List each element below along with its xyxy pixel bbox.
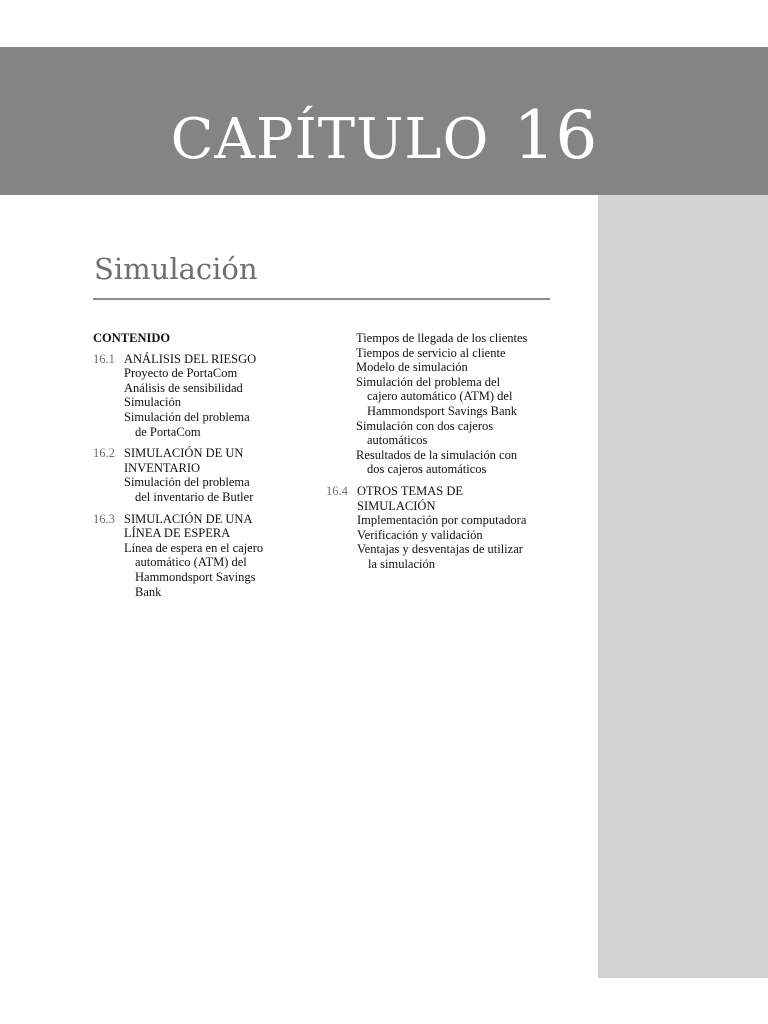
contents-item-continuation: Bank [135, 584, 162, 599]
contents-item [124, 541, 323, 599]
contents-item [357, 513, 586, 528]
section-title: SIMULACIÓN [357, 498, 436, 513]
contents-item-text: Línea de espera en el cajero [124, 540, 264, 555]
contents-item-text: Proyecto de PortaCom [124, 366, 238, 381]
contents-item [124, 366, 323, 381]
contents-item [356, 360, 586, 375]
contents-item-text: Simulación del problema [124, 475, 250, 490]
contents-item [356, 346, 586, 361]
section-title: LÍNEA DE ESPERA [124, 526, 231, 541]
contents-item-continuation: la simulación [368, 556, 435, 571]
contents-item-text: Simulación [124, 395, 181, 410]
contents-item-text: Resultados de la simulación con [356, 447, 518, 462]
contents-item [356, 419, 586, 448]
contents-item-text: Simulación del problema del [356, 374, 501, 389]
contents-item-continuation: Hammondsport Savings [135, 569, 256, 584]
section-title: SIMULACIÓN DE UNA [124, 511, 253, 526]
contents-item-continuation: dos cajeros automáticos [367, 462, 487, 477]
contents-item [124, 395, 323, 410]
contents-left-column [93, 331, 323, 606]
continued-items-list [326, 331, 586, 477]
section-title: SIMULACIÓN DE UN [124, 446, 244, 461]
contents-item-continuation: automáticos [367, 433, 428, 448]
section-number: 16.4 [326, 483, 348, 498]
contents-item-continuation: cajero automático (ATM) del [367, 389, 513, 404]
contents-item [356, 448, 586, 477]
contents-item-text: Análisis de sensibilidad [124, 380, 243, 395]
contents-item-text: Implementación por computadora [357, 513, 527, 528]
contents-item-text: Tiempos de llegada de los clientes [356, 331, 528, 345]
chapter-heading [0, 97, 768, 174]
side-panel [598, 195, 768, 978]
contents-section [93, 446, 323, 504]
section-title: INVENTARIO [124, 460, 201, 475]
section-title: OTROS TEMAS DE [357, 483, 464, 498]
section-number: 16.2 [93, 446, 115, 461]
contents-item [124, 410, 323, 439]
section-title: ANÁLISIS DEL RIESGO [124, 351, 257, 366]
contents-label: CONTENIDO [93, 331, 171, 345]
contents-item-text: Ventajas y desventajas de utilizar [357, 542, 523, 557]
section-number: 16.3 [93, 511, 115, 526]
contents-item-continuation: Hammondsport Savings Bank [367, 403, 517, 418]
section-number: 16.1 [93, 351, 115, 366]
contents-right-column [326, 331, 586, 579]
contents-section [93, 352, 323, 440]
contents-item-text: Simulación con dos cajeros [356, 418, 494, 433]
contents-item [124, 381, 323, 396]
contents-item-text: Modelo de simulación [356, 360, 468, 375]
chapter-number: 16 [513, 97, 598, 174]
contents-item-continuation: del inventario de Butler [135, 489, 254, 504]
sections-list [93, 352, 323, 600]
contents-item-continuation: de PortaCom [135, 424, 201, 439]
contents-item [356, 331, 586, 346]
contents-item-text: Verificación y validación [357, 527, 483, 542]
contents-item [356, 375, 586, 419]
contents-item-continuation: automático (ATM) del [135, 555, 247, 570]
contents-item [357, 542, 586, 571]
section-4 [326, 484, 586, 572]
contents-item-text: Simulación del problema [124, 409, 250, 424]
chapter-word: CAPÍTULO [170, 107, 490, 172]
contents-item [357, 528, 586, 543]
contents-section [93, 512, 323, 600]
chapter-title: Simulación [94, 252, 258, 286]
contents-section [326, 484, 586, 572]
title-rule [93, 298, 550, 300]
contents-item [124, 475, 323, 504]
contents-item-text: Tiempos de servicio al cliente [356, 345, 506, 360]
